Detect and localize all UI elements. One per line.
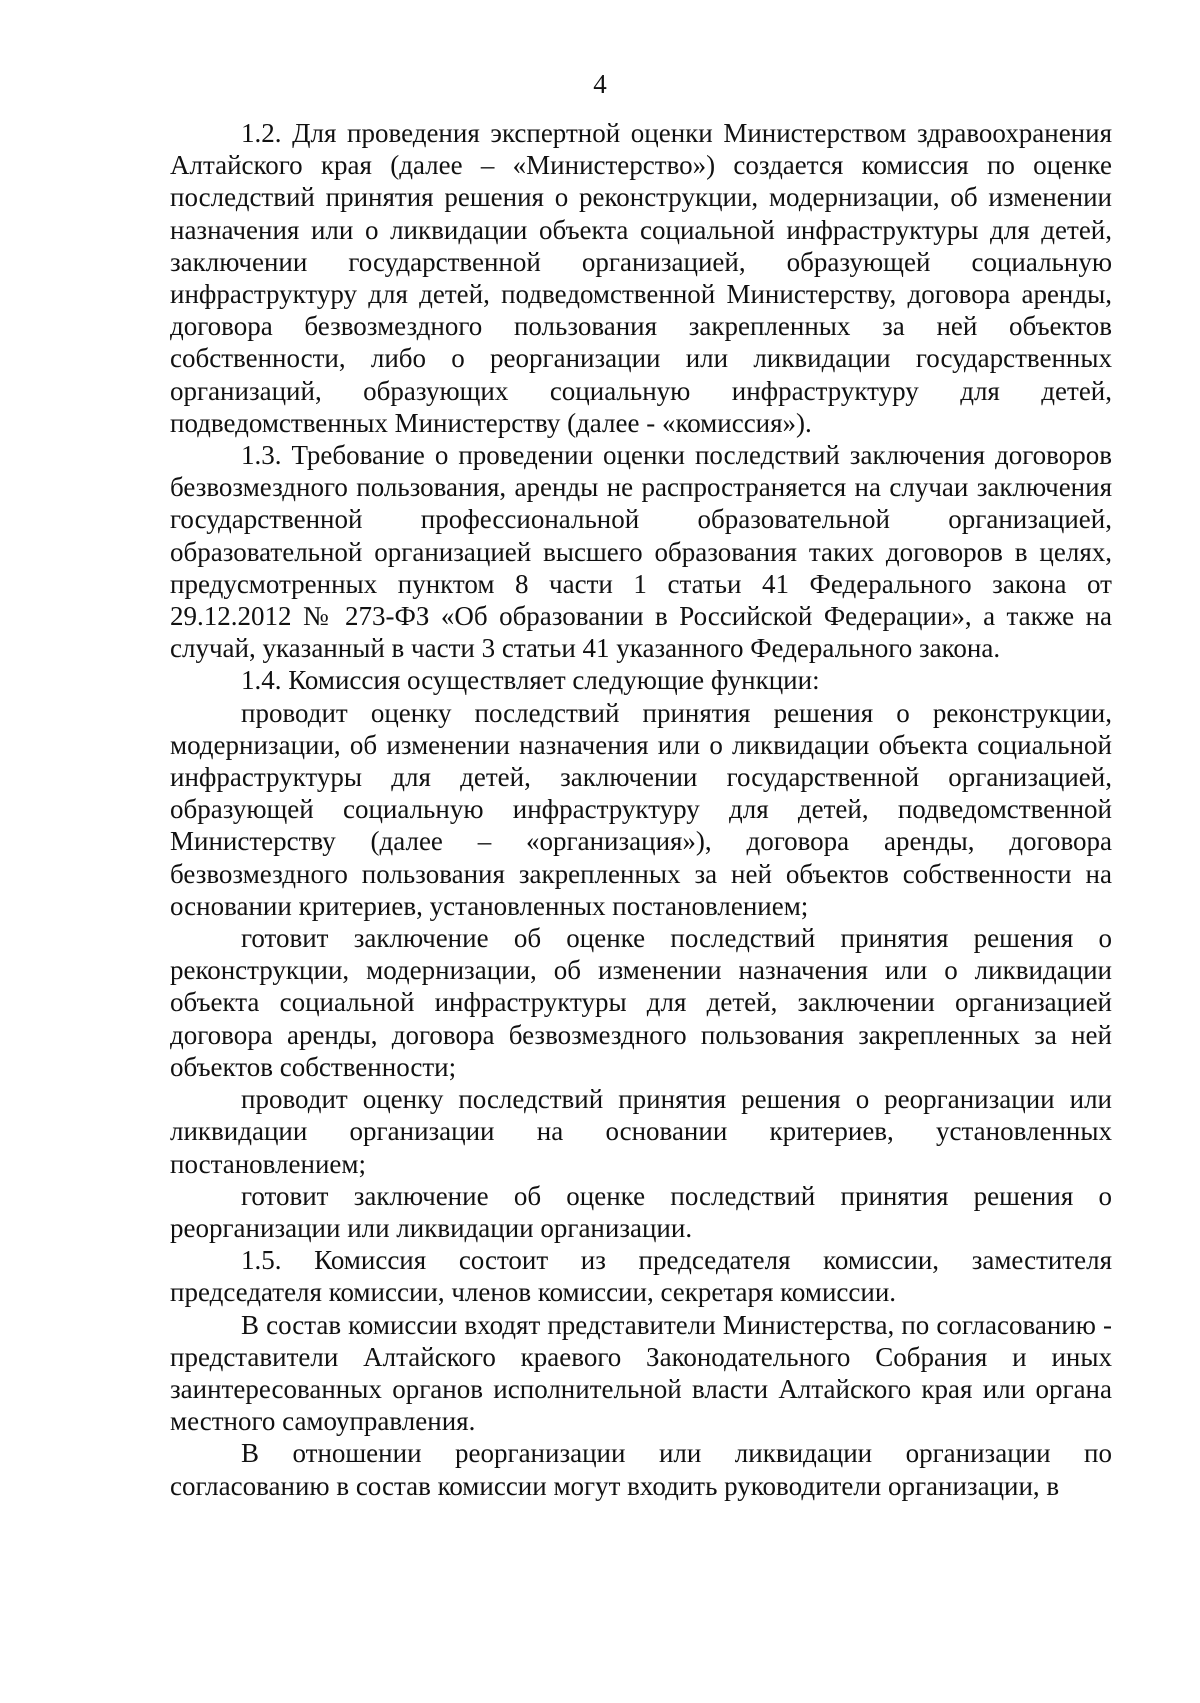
page-number: 4 (593, 69, 607, 99)
paragraph-1-2: 1.2. Для проведения экспертной оценки Министерством здравоохранения Алтайского края (далее – «Министерство») создается комиссия по оценке последствий принятия решения о реконструкции, модернизации, об изменении назначения или о ликвидации объекта социальной инфраструктуры для детей, заключении государственной организацией, образующей социальную инфраструктуру для детей, подведомственной Министерству, договора аренды, договора безвозмездного пользования закрепленных за ней объектов собственности, либо о реорганизации или ликвидации государственных организаций, образующих социальную инфраструктуру для детей, подведомственных Министерству (далее - «комиссия»). (170, 118, 1112, 438)
paragraph-composition: В состав комиссии входят представители Министерства, по согласованию - представители Алтайского краевого Законодательного Собрания и иных заинтересованных органов исполнительной власти Алтайского края или органа местного самоуправления. (170, 1309, 1112, 1437)
paragraph-1-4: 1.4. Комиссия осуществляет следующие функции: (241, 665, 820, 696)
function-item-1: проводит оценку последствий принятия решения о реконструкции, модернизации, об изменении назначения или о ликвидации объекта социальной инфраструктуры для детей, заключении государственной организацией, образующей социальную инфраструктуру для детей, подведомственной Министерству (далее – «организация»), договора аренды, договора безвозмездного пользования закрепленных за ней объектов собственности на основании критериев, установленных постановлением; (170, 697, 1112, 921)
document-body (170, 117, 1112, 1502)
function-item-4: готовит заключение об оценке последствий принятия решения о реорганизации или ликвидации организации. (170, 1180, 1112, 1243)
paragraph-reorganization: В отношении реорганизации или ликвидации организации по согласованию в состав комиссии могут входить руководители организации, в (170, 1438, 1112, 1501)
function-item-2: готовит заключение об оценке последствий принятия решения о реконструкции, модернизации, об изменении назначения или о ликвидации объекта социальной инфраструктуры для детей, заключении организацией договора аренды, договора безвозмездного пользования закрепленных за ней объектов собственности; (170, 923, 1112, 1082)
function-item-3: проводит оценку последствий принятия решения о реорганизации или ликвидации организации на основании критериев, установленных постановлением; (170, 1084, 1112, 1179)
paragraph-1-5: 1.5. Комиссия состоит из председателя комиссии, заместителя председателя комиссии, членов комиссии, секретаря комиссии. (170, 1245, 1112, 1308)
paragraph-1-3: 1.3. Требование о проведении оценки последствий заключения договоров безвозмездного пользования, аренды не распространяется на случаи заключения государственной профессиональной образовательной организацией, образовательной организацией высшего образования таких договоров в целях, предусмотренных пунктом 8 части 1 статьи 41 Федерального закона от 29.12.2012 № 273-ФЗ «Об образовании в Российской Федерации», а также на случай, указанный в части 3 статьи 41 указанного Федерального закона. (170, 440, 1112, 664)
